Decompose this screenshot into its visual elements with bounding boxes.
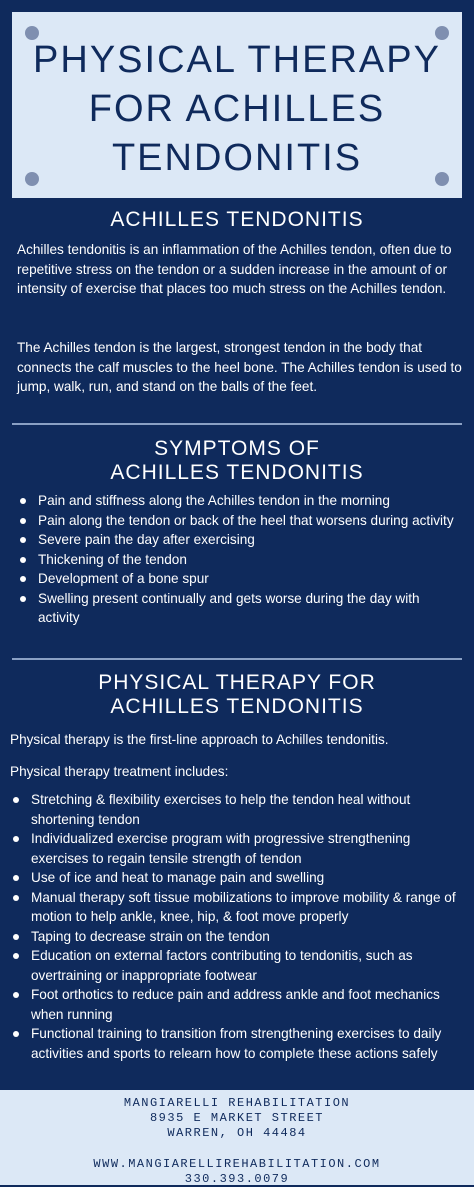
list-item: Education on external factors contributing to tendonitis, such as overtraining or inappropriate footwear — [11, 946, 459, 985]
title-line-2: FOR ACHILLES — [88, 88, 386, 130]
title-line-3: TENDONITIS — [111, 137, 363, 179]
section-heading-achilles-tendonitis: ACHILLES TENDONITIS — [110, 208, 364, 231]
pt-heading-line-2: ACHILLES TENDONITIS — [110, 695, 364, 718]
title-banner — [12, 12, 462, 198]
list-item: Foot orthotics to reduce pain and address ankle and foot mechanics when running — [11, 985, 459, 1024]
street-address: 8935 E MARKET STREET — [149, 1111, 325, 1125]
list-item: Functional training to transition from strengthening exercises to daily activities and sports to relearn how to complete these actions safely — [11, 1024, 459, 1063]
symptoms-heading-line-2: ACHILLES TENDONITIS — [110, 461, 364, 484]
symptoms-list — [18, 491, 458, 628]
list-item: Use of ice and heat to manage pain and swelling — [11, 868, 459, 888]
list-item: Individualized exercise program with progressive strengthening exercises to regain tensile strength of tendon — [11, 829, 459, 868]
business-name: MANGIARELLI REHABILITATION — [123, 1096, 351, 1110]
list-item: Manual therapy soft tissue mobilizations to improve mobility & range of motion to help ankle, knee, hip, & foot move properly — [11, 888, 459, 927]
list-item: Development of a bone spur — [18, 569, 458, 589]
contact-footer — [0, 1090, 474, 1185]
section-heading-physical-therapy — [0, 671, 474, 719]
section-divider-2 — [12, 658, 462, 660]
list-item: Stretching & flexibility exercises to help the tendon heal without shortening tendon — [11, 790, 459, 829]
website-link[interactable]: WWW.MANGIARELLIREHABILITATION.COM — [93, 1157, 381, 1171]
section-divider-1 — [12, 423, 462, 425]
list-item: Severe pain the day after exercising — [18, 530, 458, 550]
anatomy-paragraph: The Achilles tendon is the largest, strongest tendon in the body that connects the calf muscles to the heel bone. The Achilles tendon is used to jump, walk, run, and stand on the balls of the feet. — [17, 340, 462, 394]
list-item: Swelling present continually and gets worse during the day with activity — [18, 589, 458, 628]
phone-number[interactable]: 330.393.0079 — [184, 1172, 290, 1186]
city-address: WARREN, OH 44484 — [167, 1126, 307, 1140]
section-heading-symptoms — [0, 437, 474, 485]
list-item: Pain along the tendon or back of the heel that worsens during activity — [18, 511, 458, 531]
pt-intro-2: Physical therapy treatment includes: — [10, 764, 229, 779]
page-title — [12, 36, 462, 183]
definition-paragraph: Achilles tendonitis is an inflammation of the Achilles tendon, often due to repetitive stress on the tendon or a sudden increase in the amount of or intensity of exercise that places too much stress on the Achilles tendon. — [17, 242, 452, 296]
title-line-1: PHYSICAL THERAPY — [33, 39, 441, 81]
pt-intro: Physical therapy is the first-line approach to Achilles tendonitis. — [10, 732, 389, 747]
symptoms-heading-line-1: SYMPTOMS OF — [154, 437, 320, 460]
list-item: Pain and stiffness along the Achilles tendon in the morning — [18, 491, 458, 511]
list-item: Taping to decrease strain on the tendon — [11, 927, 459, 947]
treatment-list — [11, 790, 459, 1063]
pt-heading-line-1: PHYSICAL THERAPY FOR — [98, 671, 376, 694]
list-item: Thickening of the tendon — [18, 550, 458, 570]
